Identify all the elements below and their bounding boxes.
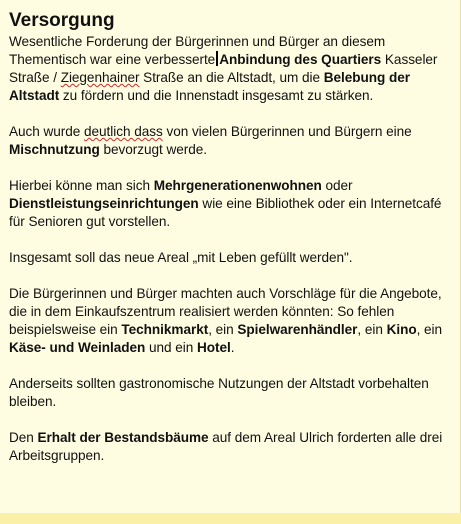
paragraph-spacer	[9, 231, 452, 249]
paragraph-mehrgenerationen[interactable]	[9, 177, 452, 231]
bold-text: Dienstleistungseinrichtungen	[9, 196, 199, 211]
paragraph-anbindung[interactable]	[9, 33, 452, 105]
text-run: von vielen Bürgerinnen und Bürgern eine	[162, 124, 412, 139]
bold-text: Mehrgenerationenwohnen	[153, 178, 322, 193]
paragraph-angebote[interactable]	[9, 285, 452, 357]
text-run: , ein	[416, 322, 443, 337]
bold-text: Erhalt der Bestandsbäume	[37, 430, 209, 445]
text-run: .	[230, 340, 235, 355]
text-run: Wesentliche Forderung der Bürgerinnen und Bürger an diesem Thementisch war eine verbesserte	[9, 34, 386, 67]
paragraph-spacer	[9, 411, 452, 429]
page-title: Versorgung	[9, 10, 115, 31]
paragraph-bestandsbaeume[interactable]	[9, 429, 452, 465]
text-run: Auch wurde	[9, 124, 85, 139]
text-run: Hierbei könne man sich	[9, 178, 154, 193]
text-run: Anderseits sollten gastronomische Nutzungen der Altstadt vorbehalten bleiben.	[9, 376, 429, 409]
bold-text: Technikmarkt	[121, 322, 209, 337]
spellcheck-underlined-word[interactable]: deutlich dass	[84, 124, 163, 139]
bottom-edge-strip	[0, 513, 461, 524]
text-run: zu fördern und die Innenstadt insgesamt zu stärken.	[59, 88, 374, 103]
paragraph-areal[interactable]	[9, 249, 452, 267]
text-run: oder	[321, 178, 353, 193]
bold-text: Belebung der Altstadt	[9, 70, 410, 103]
text-run: bevorzugt werde.	[99, 142, 207, 157]
text-run: , ein	[357, 322, 387, 337]
paragraph-spacer	[9, 105, 452, 123]
paragraph-gastronomie[interactable]	[9, 375, 452, 411]
bold-text: Käse- und Weinladen	[9, 340, 146, 355]
bold-text: Spielwarenhändler	[237, 322, 358, 337]
spellcheck-underlined-word[interactable]: Ziegenhainer	[60, 70, 140, 85]
text-run: Kasseler Straße /	[9, 52, 438, 85]
text-run: , ein	[208, 322, 238, 337]
bold-text: Kino	[386, 322, 417, 337]
paragraph-spacer	[9, 159, 452, 177]
paragraph-spacer	[9, 357, 452, 375]
text-run: Den	[9, 430, 38, 445]
paragraph-mischnutzung[interactable]	[9, 123, 452, 159]
text-run: Die Bürgerinnen und Bürger machten auch Vorschläge für die Angebote, die in dem Einkaufszentrum realisiert werden könnten: So fehlen beispielsweise ein	[9, 286, 442, 337]
text-run: wie eine Bibliothek oder ein Internetcafé für Senioren gut vorstellen.	[9, 196, 442, 229]
text-run: auf dem Areal Ulrich forderten alle drei Arbeitsgruppen.	[9, 430, 443, 463]
text-run: Insgesamt soll das neue Areal „mit Leben gefüllt werden".	[9, 250, 353, 265]
bold-text: Mischnutzung	[9, 142, 100, 157]
paragraph-spacer	[9, 267, 452, 285]
text-run: Straße an die Altstadt, um die	[139, 70, 324, 85]
text-cursor	[216, 51, 218, 66]
bold-text: Anbindung des Quartiers	[219, 52, 382, 67]
bold-text: Hotel	[196, 340, 231, 355]
text-run: und ein	[145, 340, 197, 355]
